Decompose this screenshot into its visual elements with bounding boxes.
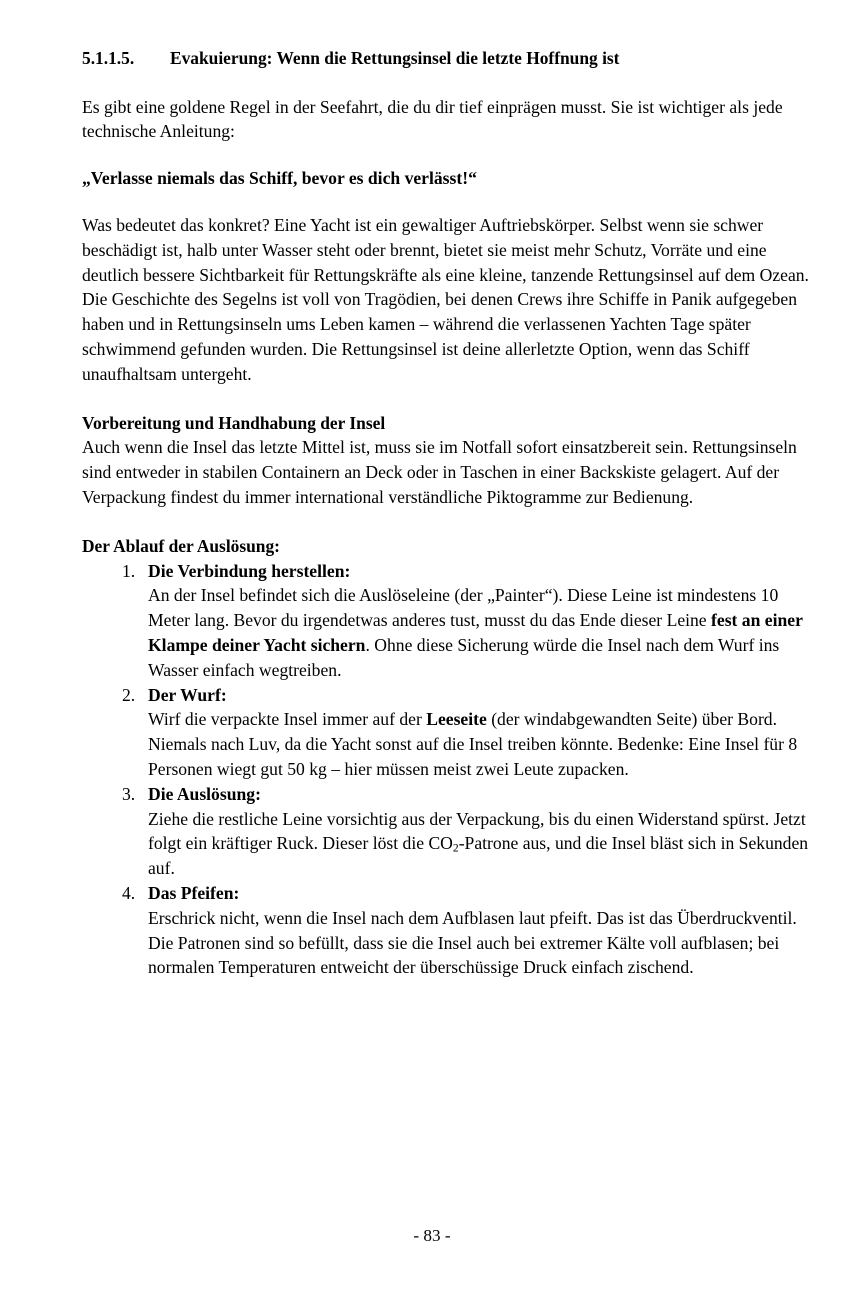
list-item-emphasis: Leeseite <box>426 709 487 730</box>
list-item-title: Das Pfeifen: <box>148 882 240 903</box>
preparation-paragraph: Auch wenn die Insel das letzte Mittel ist, muss sie im Notfall sofort einsatzbereit sein. Rettungsinseln sind entweder in stabilen Containern an Deck oder in Taschen in einer Backskiste gelagert. Auf der Verpackung findest du immer international verständliche Piktogramme zur Bedienung. <box>82 437 797 507</box>
list-item-body-text-2: -Patrone aus, und die Insel bläst sich in Sekunden auf. <box>148 833 809 879</box>
main-paragraph: Was bedeutet das konkret? Eine Yacht ist ein gewaltiger Auftriebskörper. Selbst wenn sie schwer beschädigt ist, halb unter Wasser steht oder brennt, bietet sie meist mehr Schutz, Vorräte und eine deutlich bessere Sichtbarkeit für Rettungskräfte als eine kleine, tanzende Rettungsinsel auf dem Ozean. Die Geschichte des Segelns ist voll von Tragödien, bei denen Crews ihre Schiffe in Panik aufgegeben haben und in Rettungsinseln ums Leben kamen – während die verlassenen Yachten Tage später schwimmend gefunden wurden. Die Rettungsinsel ist deine allerletzte Option, wenn das Schiff unaufhaltsam untergeht. <box>82 214 809 384</box>
list-item-marker: 4. <box>122 882 136 903</box>
section-heading-number: 5.1.1.5. <box>82 48 135 68</box>
list-item-body <box>148 807 818 881</box>
list-item-body-text-2: (der windabgewandten Seite) über Bord. Niemals nach Luv, da die Yacht sonst auf die Insel treiben könnte. Bedenke: Eine Insel für 8 Personen wiegt gut 50 kg – hier müssen meist zwei Leute zupacken. <box>148 709 798 779</box>
spacer <box>82 71 818 95</box>
procedure-heading: Der Ablauf der Auslösung: <box>82 535 280 556</box>
list-item-title: Der Wurf: <box>148 684 227 705</box>
list-item <box>82 683 818 782</box>
page-footer <box>0 1226 864 1246</box>
list-item-marker: 1. <box>122 560 136 581</box>
page-content <box>82 46 818 980</box>
spacer <box>82 144 818 166</box>
list-item-emphasis: fest an einer Klampe deiner Yacht sichern <box>148 610 803 655</box>
co2-subscript: 2 <box>452 841 459 855</box>
section-heading <box>82 46 818 71</box>
list-item-body-text-1: An der Insel befindet sich die Auslöseleine (der „Painter“). Diese Leine ist mindestens 10 Meter lang. Bevor du irgendetwas anderes tust, musst du das Ende dieser Leine <box>148 585 779 631</box>
page-number: - 83 - <box>413 1226 451 1245</box>
preparation-heading: Vorbereitung und Handhabung der Insel <box>82 412 386 433</box>
list-item-body <box>148 583 818 682</box>
list-item-body: Erschrick nicht, wenn die Insel nach dem Aufblasen laut pfeift. Das ist das Überdruckventil. Die Patronen sind so befüllt, dass sie die Insel auch bei extremer Kälte voll aufblasen; bei normalen Temperaturen entweicht der überschüssige Druck einfach zischend. <box>148 907 797 978</box>
procedure-step-list <box>82 559 818 981</box>
list-item-title: Die Verbindung herstellen: <box>148 560 351 581</box>
list-item <box>82 881 818 980</box>
list-item-body-text-2: . Ohne diese Sicherung würde die Insel nach dem Wurf ins Wasser einfach wegtreiben. <box>148 634 780 680</box>
intro-paragraph: Es gibt eine goldene Regel in der Seefahrt, die du dir tief einprägen musst. Sie ist wichtiger als jede technische Anleitung: <box>82 96 783 142</box>
list-item-marker: 3. <box>122 783 136 804</box>
spacer <box>82 191 818 213</box>
pull-quote: „Verlasse niemals das Schiff, bevor es dich verlässt!“ <box>82 168 477 189</box>
list-item-body-text-1: Wirf die verpackte Insel immer auf der <box>148 709 427 730</box>
spacer <box>82 510 818 534</box>
list-item-marker: 2. <box>122 684 136 705</box>
list-item-body <box>148 707 818 781</box>
list-item <box>82 782 818 881</box>
list-item <box>82 559 818 683</box>
list-item-body-text-1: Ziehe die restliche Leine vorsichtig aus der Verpackung, bis du einen Widerstand spürst. Jetzt folgt ein kräftiger Ruck. Dieser löst die CO <box>148 808 806 854</box>
list-item-title: Die Auslösung: <box>148 783 261 804</box>
section-heading-title: Evakuierung: Wenn die Rettungsinsel die letzte Hoffnung ist <box>170 48 620 68</box>
spacer <box>82 387 818 411</box>
